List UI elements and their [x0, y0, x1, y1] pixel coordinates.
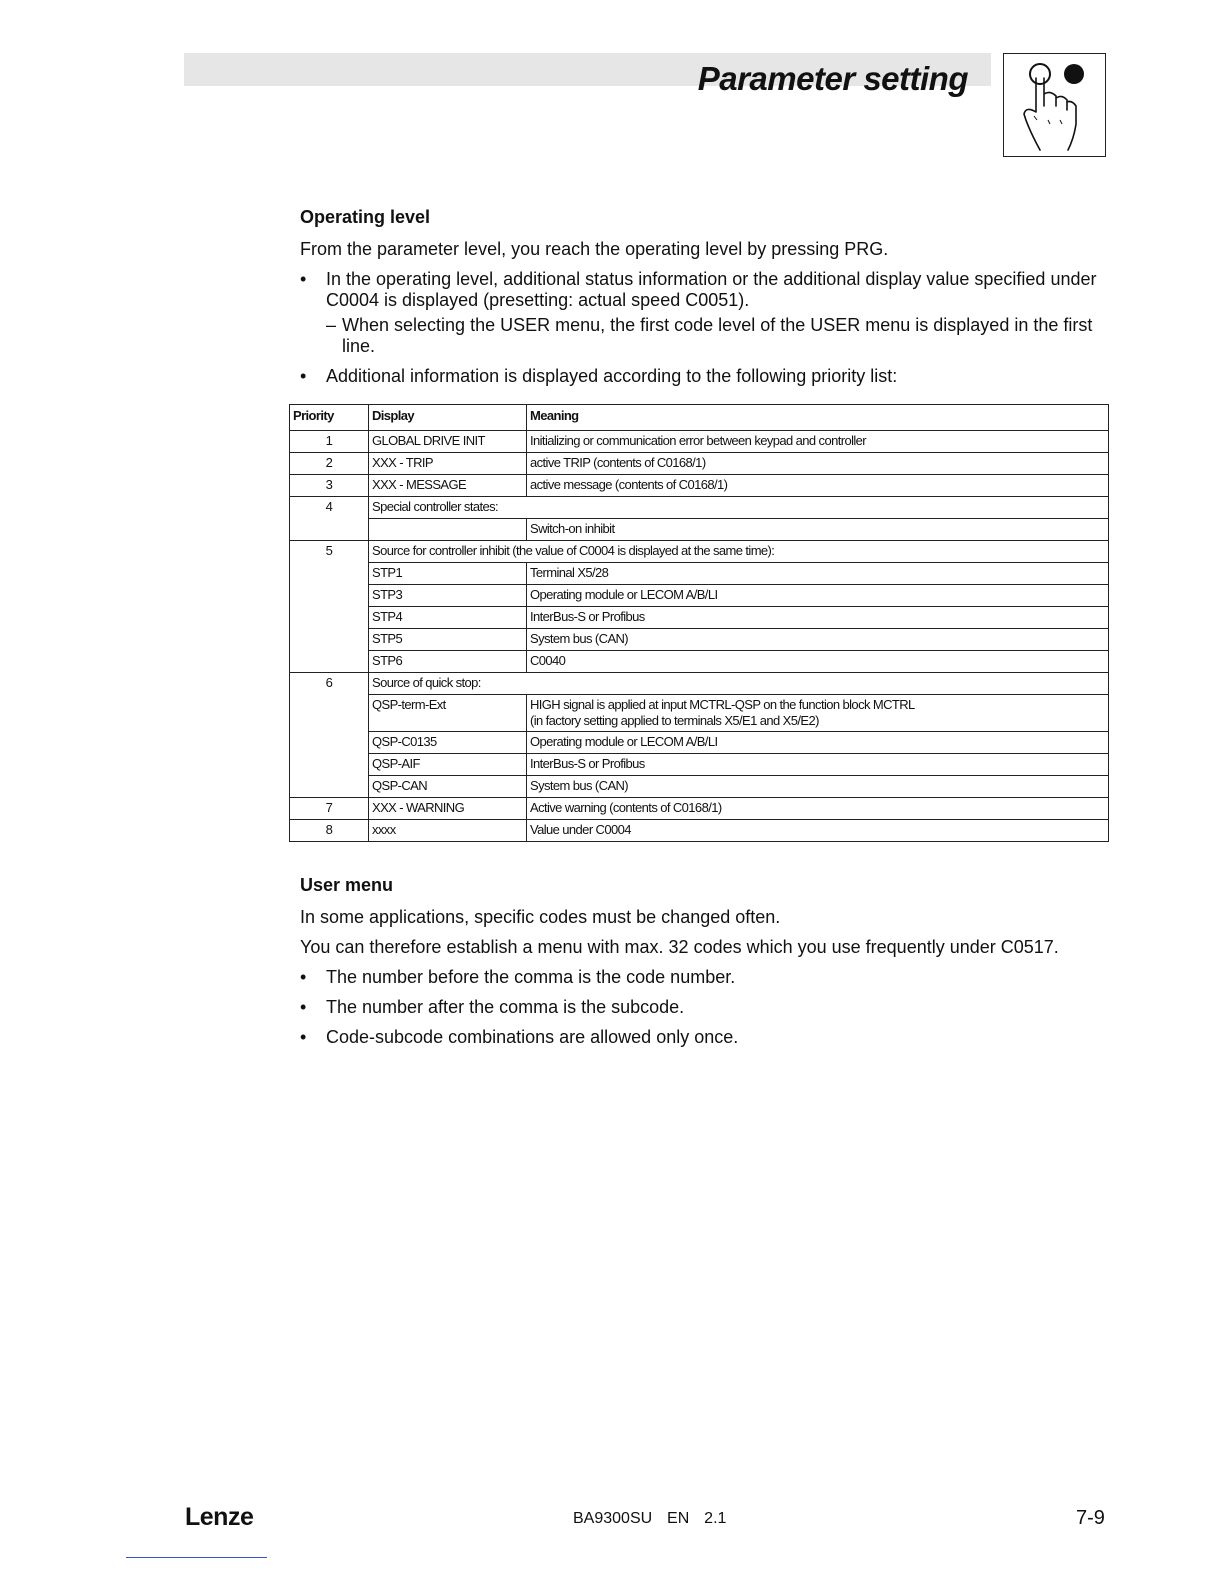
- priority-cell: [290, 695, 369, 732]
- meaning-cell: Switch-on inhibit: [527, 519, 1109, 541]
- priority-cell: [290, 585, 369, 607]
- display-cell: [369, 519, 527, 541]
- group-label-cell: Source for controller inhibit (the value of C0004 is displayed at the same time):: [369, 541, 1109, 563]
- priority-cell: 2: [290, 453, 369, 475]
- document-id: BA9300SU EN 2.1: [573, 1510, 727, 1527]
- meaning-cell: Initializing or communication error between keypad and controller: [527, 431, 1109, 453]
- priority-cell: [290, 776, 369, 798]
- bullet-text: The number before the comma is the code number.: [326, 967, 736, 987]
- table-row: [290, 754, 1109, 776]
- priority-cell: 6: [290, 673, 369, 695]
- column-header: Priority: [290, 405, 369, 431]
- meaning-cell: System bus (CAN): [527, 629, 1109, 651]
- priority-cell: [290, 607, 369, 629]
- display-cell: QSP-C0135: [369, 732, 527, 754]
- priority-cell: [290, 629, 369, 651]
- priority-cell: [290, 519, 369, 541]
- table-row: [290, 820, 1109, 842]
- group-label-cell: Source of quick stop:: [369, 673, 1109, 695]
- priority-cell: 4: [290, 497, 369, 519]
- paragraph: From the parameter level, you reach the operating level by pressing PRG.: [300, 239, 889, 259]
- priority-cell: 5: [290, 541, 369, 563]
- table-row: [290, 651, 1109, 673]
- display-cell: QSP-AIF: [369, 754, 527, 776]
- dash-mark: –: [326, 315, 337, 335]
- display-cell: STP6: [369, 651, 527, 673]
- bullet-text: Code-subcode combinations are allowed only once.: [326, 1027, 739, 1047]
- hand-pressing-keys-icon: [1003, 53, 1106, 157]
- priority-cell: 8: [290, 820, 369, 842]
- table-row: [290, 453, 1109, 475]
- display-cell: STP3: [369, 585, 527, 607]
- table-row: [290, 673, 1109, 695]
- priority-cell: 1: [290, 431, 369, 453]
- meaning-cell: active message (contents of C0168/1): [527, 475, 1109, 497]
- bullet-item: [300, 967, 1120, 988]
- table-header-row: [290, 405, 1109, 431]
- bullet-mark: •: [300, 967, 307, 987]
- brand-logo: Lenze: [185, 1503, 254, 1531]
- meaning-cell: [527, 695, 1109, 732]
- meaning-cell: Operating module or LECOM A/B/LI: [527, 585, 1109, 607]
- bullet-mark: •: [300, 269, 307, 289]
- display-cell: STP4: [369, 607, 527, 629]
- priority-cell: [290, 563, 369, 585]
- table-row: [290, 519, 1109, 541]
- operating-level-section: [300, 207, 1100, 396]
- display-cell: XXX - MESSAGE: [369, 475, 527, 497]
- bullet-text: The number after the comma is the subcode.: [326, 997, 685, 1017]
- meaning-cell: System bus (CAN): [527, 776, 1109, 798]
- bullet-item: [300, 997, 1120, 1018]
- group-label-cell: Special controller states:: [369, 497, 1109, 519]
- footer-divider: [126, 1557, 267, 1558]
- bullet-item: [300, 366, 1100, 387]
- meaning-cell: active TRIP (contents of C0168/1): [527, 453, 1109, 475]
- display-cell: XXX - WARNING: [369, 798, 527, 820]
- display-cell: GLOBAL DRIVE INIT: [369, 431, 527, 453]
- priority-cell: [290, 754, 369, 776]
- page-number: 7-9: [1076, 1507, 1105, 1529]
- table-row: [290, 563, 1109, 585]
- dash-text: When selecting the USER menu, the first code level of the USER menu is displayed in the first line.: [342, 315, 1093, 356]
- table-row: [290, 629, 1109, 651]
- meaning-cell: InterBus-S or Profibus: [527, 607, 1109, 629]
- meaning-line: HIGH signal is applied at input MCTRL-QSP on the function block MCTRL: [530, 697, 915, 712]
- paragraph: In some applications, specific codes must be changed often.: [300, 907, 781, 927]
- table-row: [290, 541, 1109, 563]
- paragraph: You can therefore establish a menu with max. 32 codes which you use frequently under C0517.: [300, 937, 1059, 957]
- table-row: [290, 776, 1109, 798]
- display-cell: xxxx: [369, 820, 527, 842]
- column-header: Display: [369, 405, 527, 431]
- priority-table: [289, 404, 1109, 842]
- bullet-text: In the operating level, additional status information or the additional display value specified under C0004 is displayed (presetting: actual speed C0051).: [326, 269, 1097, 310]
- table-row: [290, 475, 1109, 497]
- display-cell: XXX - TRIP: [369, 453, 527, 475]
- priority-cell: 7: [290, 798, 369, 820]
- bullet-item: [300, 269, 1100, 357]
- table-row: [290, 431, 1109, 453]
- meaning-cell: C0040: [527, 651, 1109, 673]
- section-heading: User menu: [300, 875, 394, 895]
- priority-cell: [290, 651, 369, 673]
- priority-cell: [290, 732, 369, 754]
- meaning-cell: Terminal X5/28: [527, 563, 1109, 585]
- page-title: Parameter setting: [697, 60, 968, 97]
- meaning-cell: Active warning (contents of C0168/1): [527, 798, 1109, 820]
- display-cell: QSP-term-Ext: [369, 695, 527, 732]
- meaning-cell: Value under C0004: [527, 820, 1109, 842]
- display-cell: STP5: [369, 629, 527, 651]
- bullet-mark: •: [300, 997, 307, 1017]
- table-row: [290, 607, 1109, 629]
- meaning-cell: Operating module or LECOM A/B/LI: [527, 732, 1109, 754]
- display-cell: QSP-CAN: [369, 776, 527, 798]
- table-row: [290, 585, 1109, 607]
- meaning-line: (in factory setting applied to terminals X5/E1 and X5/E2): [530, 713, 819, 728]
- display-cell: STP1: [369, 563, 527, 585]
- priority-cell: 3: [290, 475, 369, 497]
- bullet-mark: •: [300, 366, 307, 386]
- user-menu-section: [300, 875, 1120, 1057]
- bullet-item: [300, 1027, 1120, 1048]
- table-row: [290, 732, 1109, 754]
- meaning-cell: InterBus-S or Profibus: [527, 754, 1109, 776]
- table-row: [290, 497, 1109, 519]
- dash-item: [326, 315, 1100, 357]
- bullet-text: Additional information is displayed according to the following priority list:: [326, 366, 898, 386]
- table-row: [290, 798, 1109, 820]
- section-heading: Operating level: [300, 207, 431, 227]
- column-header: Meaning: [527, 405, 1109, 431]
- table-row: [290, 695, 1109, 732]
- bullet-mark: •: [300, 1027, 307, 1047]
